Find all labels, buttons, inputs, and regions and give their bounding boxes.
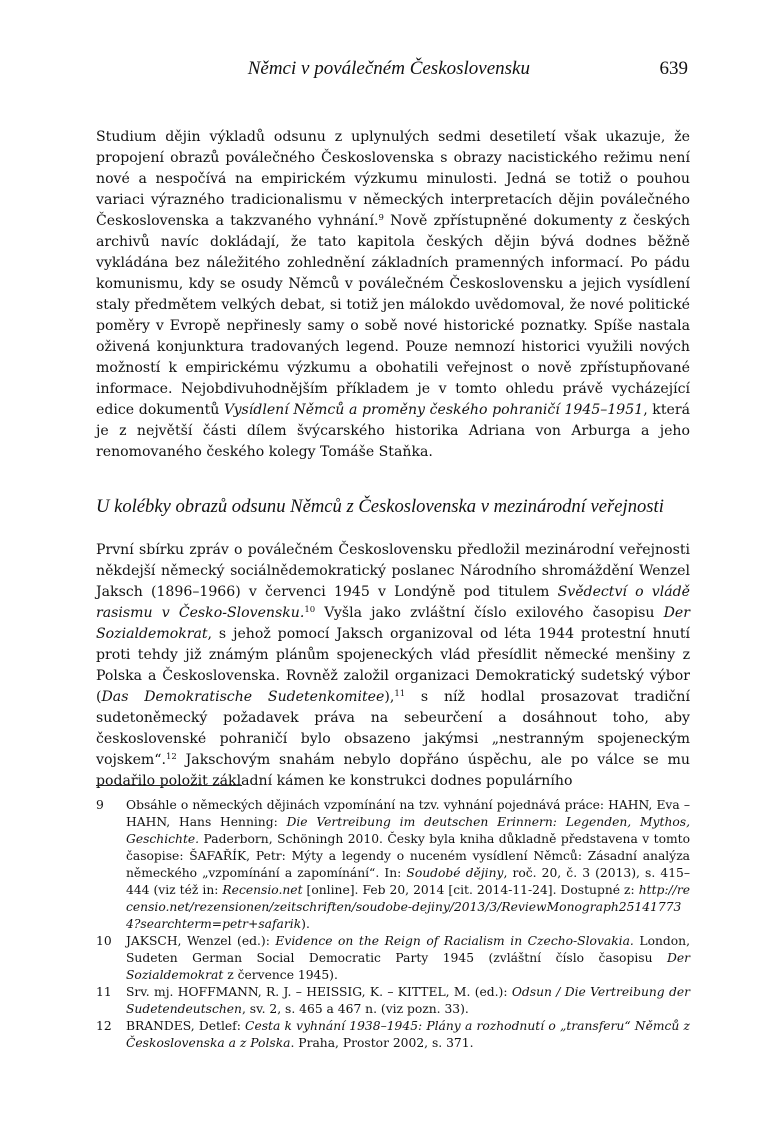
text-span: ), [384, 689, 395, 705]
text-span: Vyšla jako zvláštní číslo exilového časopisu [315, 605, 664, 621]
text-span: První sbírku zpráv o poválečném Československu předložil mezinárodní veřejnosti někdejší německý sociálnědemokratický poslanec Národního shromáždění Wenzel Jaksch (1896–1966) v červenci 1945 v Londýně pod titulem [96, 542, 690, 600]
text-span: London, Sudeten German Social Democratic Party 1945 (zvláštní číslo časopisu [126, 934, 690, 965]
cited-title: Der Sozialdemokrat [96, 605, 691, 642]
footnotes [96, 797, 690, 1052]
footnote-text [126, 1018, 690, 1052]
footnote-number: 12 [96, 1019, 112, 1033]
text-span: z července 1945). [223, 968, 338, 982]
cited-title: Odsun / Die Vertreibung der Sudetendeutschen [126, 985, 691, 1016]
cited-title: Svědectví o vládě rasismu v Česko-Slovensku. [96, 584, 690, 621]
text-span: , sv. 2, s. 465 a 467 n. (viz pozn. 33). [241, 1002, 469, 1016]
paragraph-1 [96, 127, 690, 463]
footnote-11 [96, 984, 690, 1018]
footnote-separator [96, 785, 242, 786]
text-span: [online]. Feb 20, 2014 [cit. 2014-11-24]. Dostupné z: [302, 883, 639, 897]
footnote-url-link[interactable]: http://recensio.net/rezensionen/zeitschriften/soudobe-dejiny/2013/3/ReviewMonograph251417734?searchterm=petr+safarik [126, 883, 690, 931]
text-span: Obsáhle o německých dějinách vzpomínání na tzv. vyhnání pojednává práce: HAHN, Eva – HAHN, Hans Henning: [126, 798, 690, 829]
text-span: Studium dějin výkladů odsunu z uplynulých sedmi desetiletí však ukazuje, že propojení obrazů poválečného Československa s obrazy nacistického režimu není nové a nespočívá na empirickém výzkumu minulosti. Jedná se totiž o pouhou variaci výrazného tradicionalismu v německých interpretacích dějin poválečného Československa a takzvaného vyhnání. [96, 129, 690, 229]
footnote-text [126, 797, 690, 933]
text-span: . Praha, Prostor 2002, s. 371. [290, 1036, 474, 1050]
footnote-ref-10[interactable]: 10 [304, 605, 316, 615]
text-span: BRANDES, Detlef: [126, 1019, 246, 1033]
text-span: JAKSCH, Wenzel (ed.): [126, 934, 276, 948]
cited-title: Der Sozialdemokrat [126, 951, 690, 982]
page-number: 639 [659, 58, 688, 79]
running-header [96, 58, 690, 86]
text-span: , která je z největší části dílem švýcarského historika Adriana von Arburga a jeho renomovaného českého kolegy Tomáše Staňka. [96, 402, 690, 460]
footnote-10 [96, 933, 690, 984]
text-span: , roč. 20, č. 3 (2013), s. 415–444 (viz též in: [126, 866, 690, 897]
paragraph-2 [96, 540, 690, 792]
text-span: , s jehož pomocí Jaksch organizoval od léta 1944 protestní hnutí proti tehdy již známým plánům spojeneckých vlád přesídlit německé menšiny z Polska a Československa. Rovněž založil organizaci Demokratický sudetský výbor ( [96, 626, 690, 705]
cited-title: Recensio.net [222, 883, 303, 897]
text-span: s níž hodlal prosazovat tradiční sudetoněmecký požadavek práva na sebeurčení a dosáhnout toho, aby československé pohraničí bylo obsazeno jakýmsi „nestranným spojeneckým vojskem“. [96, 689, 690, 768]
footnote-ref-11[interactable]: 11 [394, 689, 406, 699]
cited-title: Cesta k vyhnání 1938–1945: Plány a rozhodnutí o „transferu“ Němců z Československa a z Polska [126, 1019, 690, 1050]
cited-title: Die Vertreibung im deutschen Erinnern: Legenden, Mythos, Geschichte. [126, 815, 690, 846]
footnote-text [126, 984, 690, 1018]
footnote-number: 9 [96, 798, 104, 812]
footnote-ref-12[interactable]: 12 [165, 752, 177, 762]
cited-title: Soudobé dějiny [406, 866, 504, 880]
running-title: Němci v poválečném Československu [247, 58, 530, 79]
text-span: Nově zpřístupněné dokumenty z českých archivů navíc dokládají, že tato kapitola českých dějin bývá dodnes běžně vykládána bez náležitého zohlednění základních pramenných informací. Po pádu komunismu, kdy se osudy Němců v poválečném Československu a jejich vysídlení staly předmětem velkých debat, si totiž jen málokdo uvědomoval, že nové politické poměry v Evropě nepřinesly samy o sobě nové historické poznatky. Spíše nastala oživená konjunktura tradovaných legend. Pouze nemnozí historici využili nových možností k empirickému výzkumu a obohatili veřejnost o nově zpřístupňované informace. Nejobdivuhodnějším příkladem je v tomto ohledu právě vycházející edice dokumentů [96, 213, 690, 418]
section-heading: U kolébky obrazů odsunu Němců z Československa v mezinárodní veřejnosti [96, 496, 664, 517]
footnote-9 [96, 797, 690, 933]
footnote-ref-9[interactable]: 9 [378, 213, 384, 223]
text-span: Jakschovým snahám nebylo dopřáno úspěchu, ale po válce se mu podařilo položit základní kámen ke konstrukci dodnes populárního [96, 752, 690, 789]
cited-title: Vysídlení Němců a proměny českého pohraničí 1945–1951 [223, 402, 644, 418]
footnote-number: 11 [96, 985, 112, 999]
text-span: Paderborn, Schöningh 2010. Česky byla kniha důkladně představena v tomto časopise: ŠAFAŘÍK, Petr: Mýty a legendy o nuceném vysídlení Němců: Zásadní analýza německého „vzpomínání a zapomínání“. In: [126, 832, 690, 880]
footnote-text [126, 933, 690, 984]
text-span: Srv. mj. HOFFMANN, R. J. – HEISSIG, K. – KITTEL, M. (ed.): [126, 985, 512, 999]
cited-title: Evidence on the Reign of Racialism in Czecho-Slovakia. [275, 934, 634, 948]
text-span: ). [301, 917, 310, 931]
footnote-number: 10 [96, 934, 112, 948]
cited-title: Das Demokratische Sudetenkomitee [101, 689, 385, 705]
footnote-12 [96, 1018, 690, 1052]
